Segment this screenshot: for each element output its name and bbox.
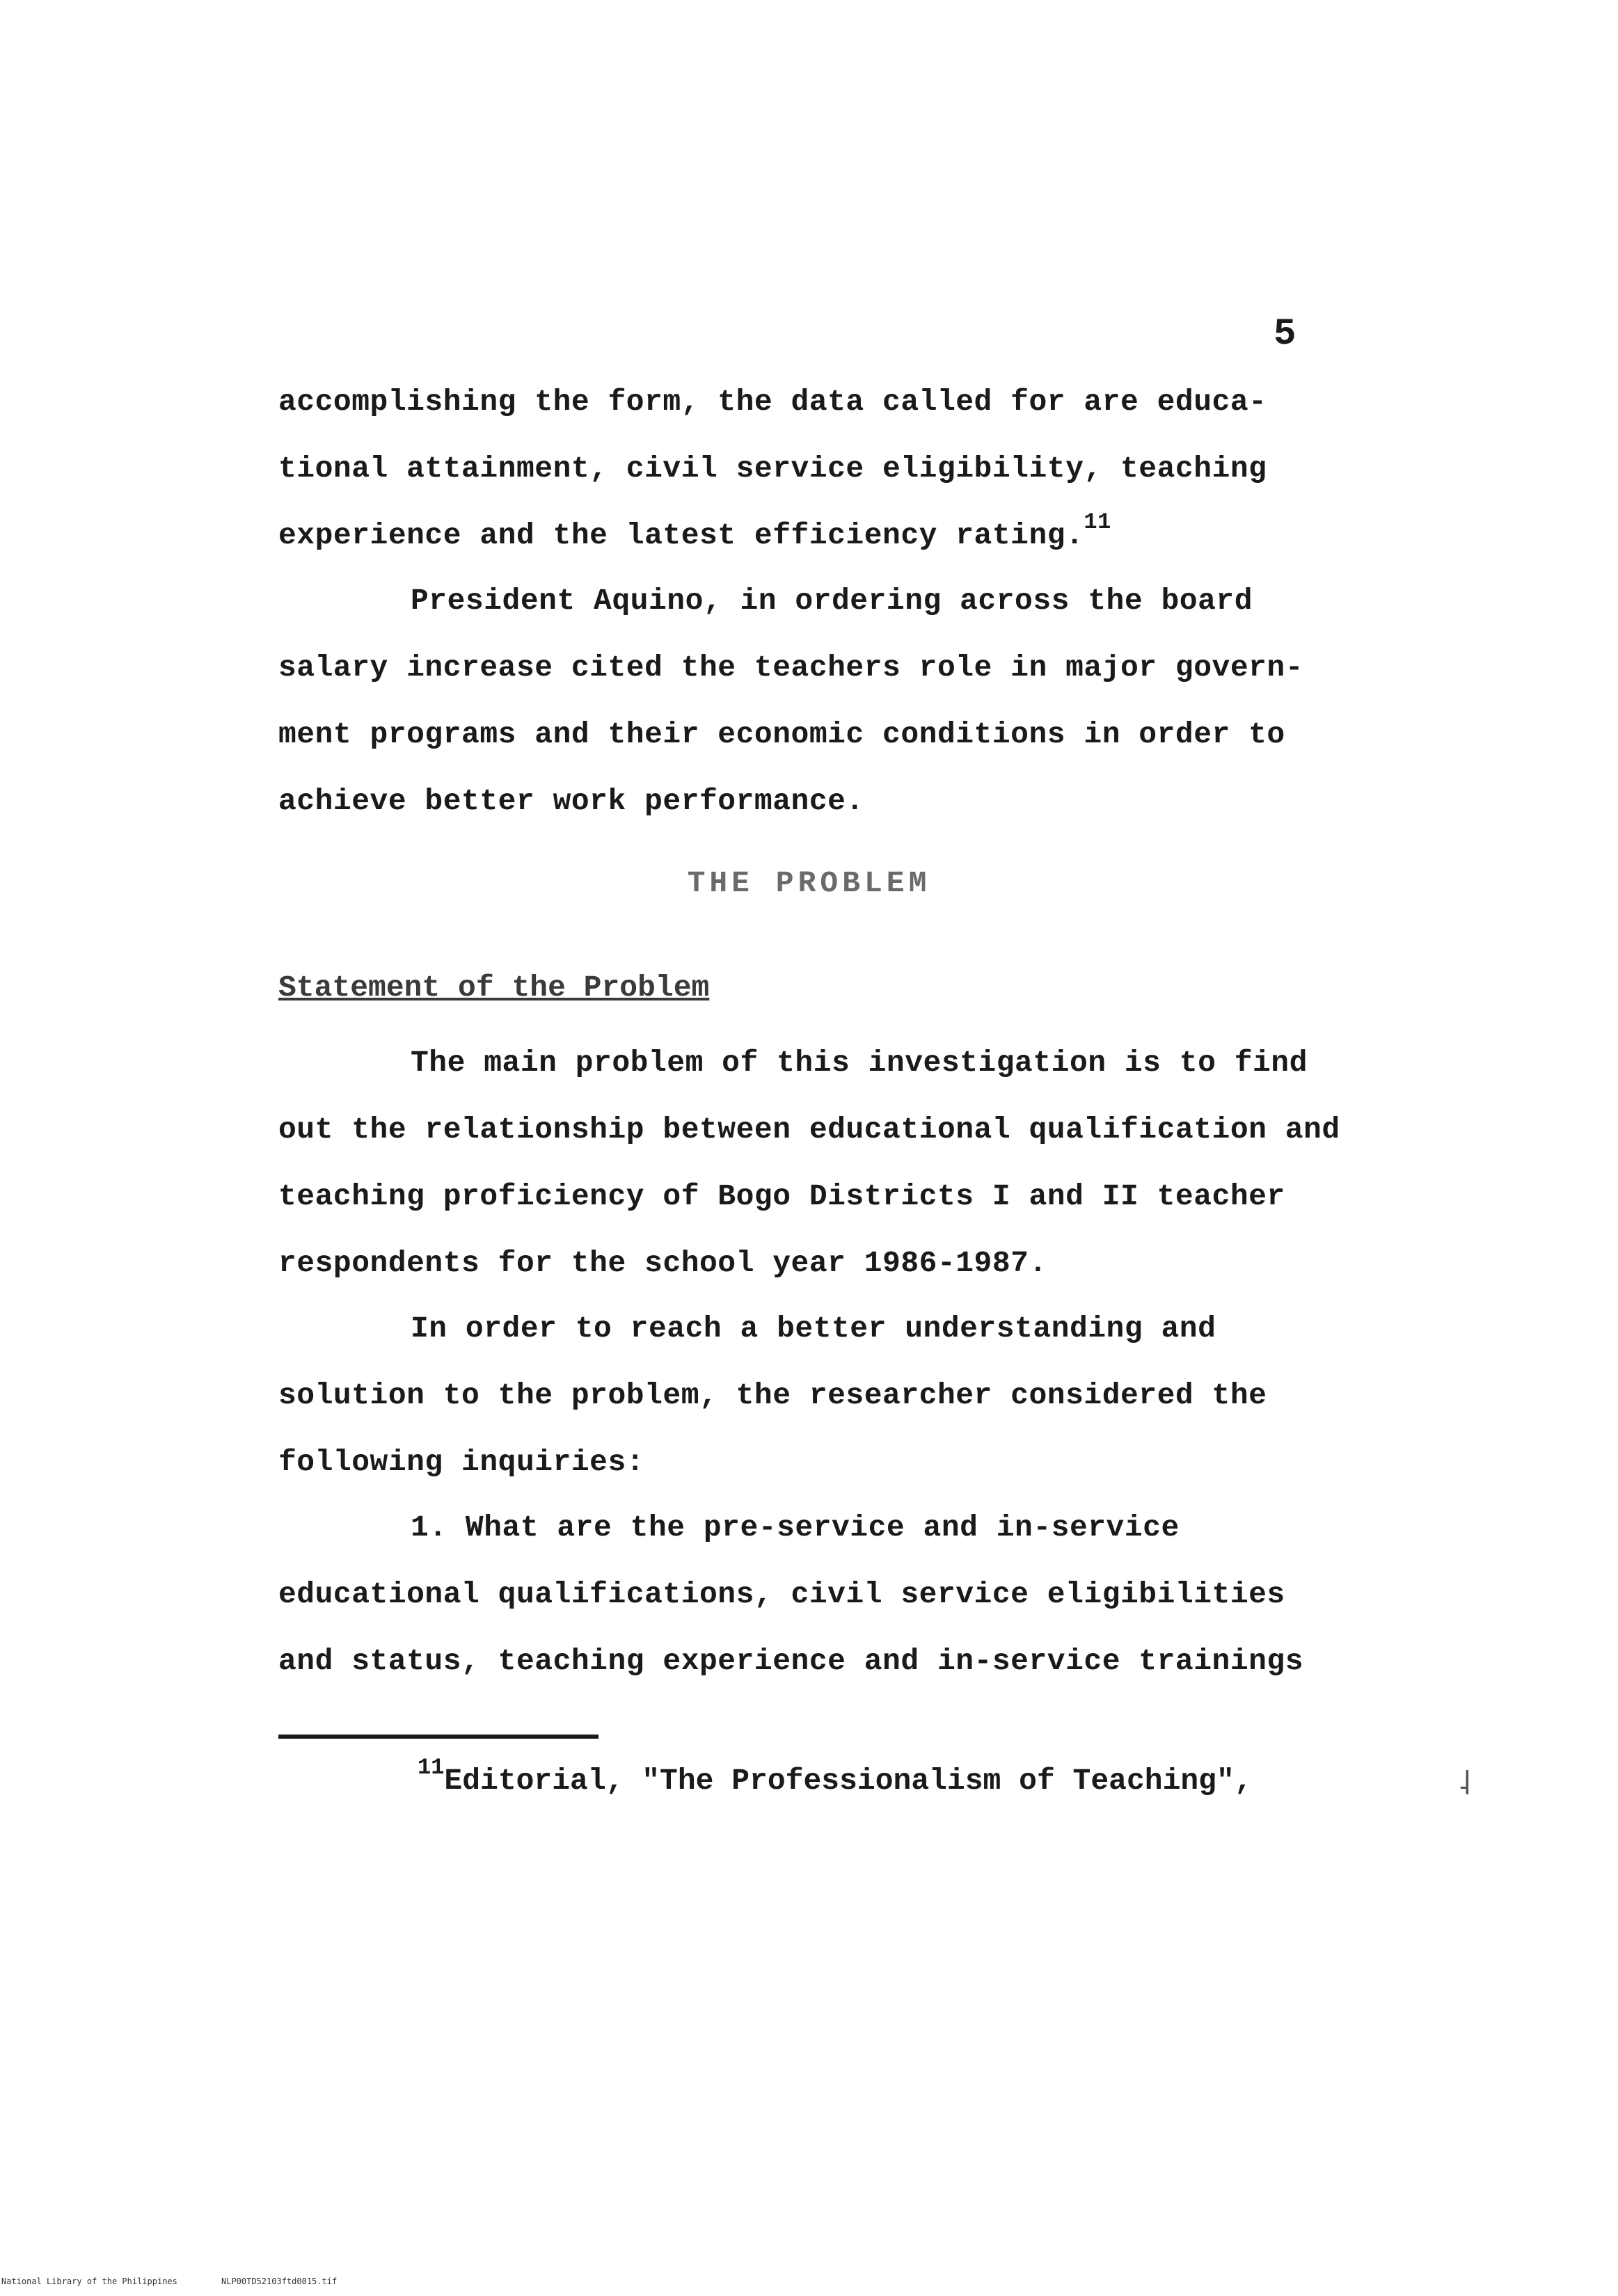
- page-number: 5: [1274, 313, 1296, 356]
- text-line: President Aquino, in ordering across the board: [411, 584, 1253, 618]
- text-line: In order to reach a better understanding and: [411, 1312, 1216, 1346]
- inquiry-item-1: [278, 1494, 1420, 1695]
- text-line: achieve better work performance.: [278, 784, 864, 818]
- text-line: [278, 502, 1420, 569]
- file-caption: NLP00TD52103ftd0015.tif: [221, 2277, 338, 2286]
- text-line-content: experience and the latest efficiency rating.: [278, 518, 1084, 552]
- text-line: out the relationship between educational qualification and: [278, 1113, 1340, 1147]
- library-caption: National Library of the Philippines: [1, 2277, 177, 2286]
- text-line: accomplishing the form, the data called for are educa-: [278, 385, 1267, 419]
- text-line: ment programs and their economic conditions in order to: [278, 717, 1285, 751]
- footnote-ref: 11: [1084, 509, 1111, 535]
- section-title: THE PROBLEM: [687, 866, 931, 900]
- text-line: following inquiries:: [278, 1445, 645, 1479]
- text-line: salary increase cited the teachers role in major govern-: [278, 651, 1304, 685]
- text-line: teaching proficiency of Bogo Districts I and II teacher: [278, 1179, 1285, 1213]
- text-line: 1. What are the pre-service and in-service: [411, 1510, 1180, 1545]
- paragraph-2: [278, 568, 1420, 835]
- footnote-divider: [278, 1735, 598, 1739]
- text-line: solution to the problem, the researcher considered the: [278, 1378, 1267, 1412]
- paragraph-4: [278, 1296, 1420, 1496]
- text-line: and status, teaching experience and in-service trainings: [278, 1644, 1304, 1678]
- text-line: educational qualifications, civil service eligibilities: [278, 1577, 1285, 1611]
- footnote-number: 11: [418, 1755, 445, 1780]
- text-line: tional attainment, civil service eligibility, teaching: [278, 452, 1267, 486]
- paragraph-1: [278, 369, 1420, 569]
- paragraph-3: [278, 1030, 1420, 1297]
- text-line: The main problem of this investigation is to find: [411, 1046, 1308, 1080]
- margin-mark: ˨: [1454, 1767, 1475, 1805]
- footnote: [418, 1755, 1253, 1798]
- text-line: respondents for the school year 1986-1987.: [278, 1246, 1047, 1280]
- footnote-text: Editorial, "The Professionalism of Teaching",: [444, 1764, 1253, 1798]
- subheading: Statement of the Problem: [278, 971, 710, 1005]
